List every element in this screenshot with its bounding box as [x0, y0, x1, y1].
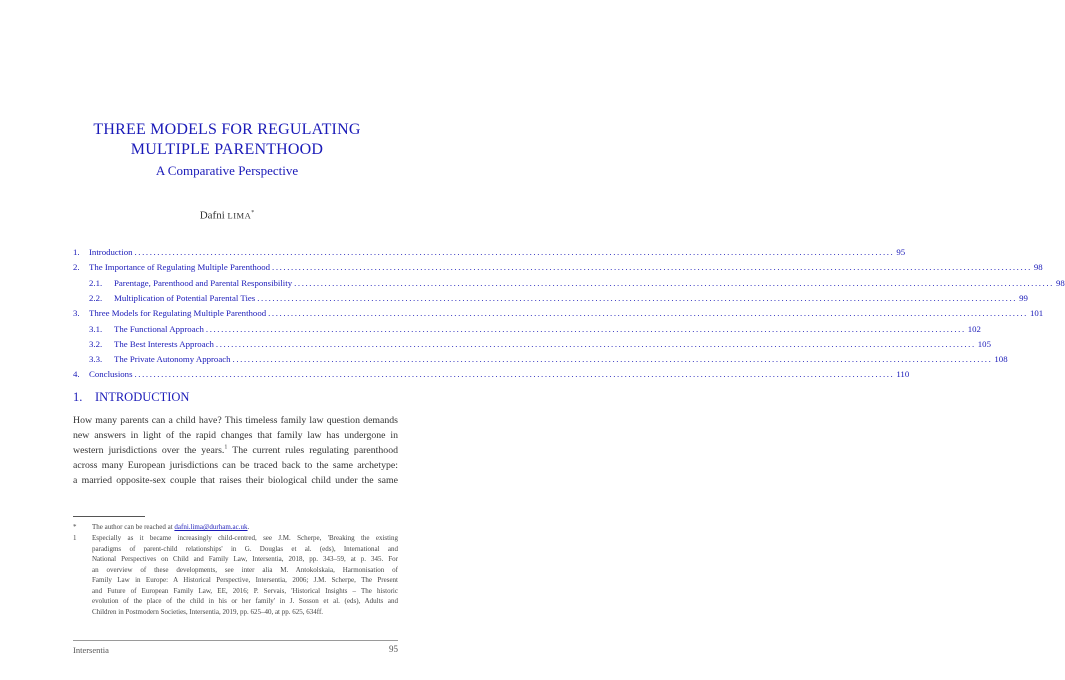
body-line: How many parents can a child have? This timeless family law question demands: [73, 415, 398, 426]
footnote-separator: [73, 516, 145, 517]
toc-entry-page: 98: [1033, 262, 1043, 273]
toc-entry-label: Multiplication of Potential Parental Ties: [114, 292, 256, 303]
author-footnote-marker[interactable]: *: [251, 210, 255, 216]
toc-entry-page: 99: [1019, 292, 1028, 303]
toc-entry-number: 3.1.: [89, 323, 103, 334]
toc-entry[interactable]: [0, 260, 1043, 274]
toc-entry[interactable]: [0, 367, 910, 381]
toc-entry[interactable]: [0, 337, 991, 351]
toc-entry-number: 4.: [73, 369, 80, 380]
body-paragraph: [73, 413, 398, 488]
toc-entry-page: 110: [896, 369, 910, 380]
footnote-1-line: and Future of European Family Law, EE, 2016; P. Servais, 'Historical Insights – The historic: [92, 586, 398, 595]
section-number: 1.: [73, 390, 83, 404]
toc-entry-number: 3.3.: [89, 354, 103, 365]
toc-entry[interactable]: [0, 306, 1044, 320]
toc-entry-label: Conclusions: [89, 369, 133, 380]
toc-entry[interactable]: [0, 352, 1008, 366]
toc-entry-page: 95: [896, 247, 906, 257]
toc-entry-label: The Importance of Regulating Multiple Parenthood: [89, 262, 271, 273]
section-heading: [73, 389, 189, 405]
chapter-subtitle: A Comparative Perspective: [155, 163, 299, 178]
toc-leader-dots: ........................................................................................................................................................................................................: [257, 292, 1018, 303]
footnote-1-line: Especially as it became increasingly child-centred, see J.M. Scherpe, 'Breaking the existing: [92, 534, 398, 542]
toc-entry-number: 3.2.: [89, 338, 103, 349]
footnote-1: [73, 533, 398, 623]
author-byline: [0, 206, 454, 223]
toc-entry-number: 2.2.: [89, 292, 103, 303]
toc-entry-label: The Private Autonomy Approach: [114, 354, 231, 365]
footnote-1-line: evolution of the place of the child in his or her family' in J. Sosson et al. (eds), Adults and: [92, 597, 398, 605]
section-title: INTRODUCTION: [95, 390, 190, 404]
toc-entry-label: Parentage, Parenthood and Parental Responsibility: [114, 277, 293, 288]
body-line: across many European jurisdictions can be traced back to the same archetype:: [73, 460, 398, 471]
toc-leader-dots: ........................................................................................................................................................................................................: [272, 262, 1032, 273]
toc-entry-page: 98: [1055, 277, 1065, 288]
toc-entry-number: 2.: [73, 262, 80, 273]
footnote-1-marker: 1: [73, 534, 77, 542]
footnote-1-line: paradigms of parent-child relationships' in G. Douglas et al. (eds), International and: [92, 544, 398, 553]
footnote-1-line: Family Law in Europe: A Historical Perspective, Intersentia, 2006; J.M. Scherpe, The Present: [92, 576, 398, 584]
footnote-star: * The author can be reached at dafni.lima@durham.ac.uk.: [73, 523, 250, 531]
page-number: 95: [389, 644, 398, 654]
toc-leader-dots: ........................................................................................................................................................................................................: [232, 354, 993, 365]
toc-entry[interactable]: [0, 245, 906, 259]
footnote-ref-1[interactable]: 1: [224, 444, 228, 451]
chapter-title-line-2: MULTIPLE PARENTHOOD: [130, 141, 324, 158]
toc-entry-page: 101: [1029, 308, 1044, 319]
toc-leader-dots: ........................................................................................................................................................................................................: [268, 308, 1028, 319]
footnote-star-marker: *: [73, 523, 77, 531]
toc-leader-dots: ........................................................................................................................................................................................................: [134, 369, 895, 380]
toc-entry-page: 108: [994, 354, 1008, 365]
toc-entry-label: The Functional Approach: [114, 323, 204, 334]
author-email-link[interactable]: dafni.lima@durham.ac.uk: [174, 523, 248, 531]
footer-rule: [73, 640, 398, 641]
body-line: western jurisdictions over the years.$^1$ The current rules regulating parenthood: [73, 444, 398, 456]
body-line: a married opposite-sex couple that raises their biological child under the same: [73, 475, 398, 486]
toc-leader-dots: ........................................................................................................................................................................................................: [215, 338, 976, 349]
chapter-title-line-1: THREE MODELS FOR REGULATING: [93, 121, 361, 138]
footnote-1-line: Children in Postmodern Societies, Intersentia, 2019, pp. 625–40, at pp. 625, 634ff.: [92, 607, 324, 616]
toc-entry[interactable]: [0, 322, 981, 336]
toc-entry-label: Introduction: [89, 247, 133, 257]
toc-leader-dots: ........................................................................................................................................................................................................: [205, 323, 966, 334]
toc-entry-number: 3.: [73, 308, 80, 319]
publisher-name: Intersentia: [73, 645, 109, 655]
author-first-name: Dafni: [199, 209, 225, 222]
toc-leader-dots: ........................................................................................................................................................................................................: [134, 247, 895, 257]
toc-entry[interactable]: [0, 276, 1065, 290]
footnote-1-text: [92, 533, 398, 617]
footnote-1-line: an overview of these developments, see inter alia M. Antokolskaia, Harmonisation of: [92, 565, 398, 574]
toc-entry-page: 105: [977, 338, 991, 349]
footnote-1-line: National Perspectives on Child and Family Law, Intersentia, 2018, pp. 343–59, at p. 345. For: [92, 555, 398, 563]
toc-entry-label: Three Models for Regulating Multiple Parenthood: [89, 308, 267, 319]
toc-entry[interactable]: [0, 291, 1028, 305]
author-last-name: LIMA: [227, 210, 252, 221]
toc-entry-page: 102: [967, 323, 981, 334]
toc-entry-number: 1.: [73, 247, 80, 257]
toc-entry-number: 2.1.: [89, 277, 103, 288]
body-line: new answers in light of the rapid changes that family law has undergone in: [73, 430, 398, 441]
toc-entry-label: The Best Interests Approach: [114, 338, 214, 349]
toc-leader-dots: ........................................................................................................................................................................................................: [294, 277, 1054, 288]
